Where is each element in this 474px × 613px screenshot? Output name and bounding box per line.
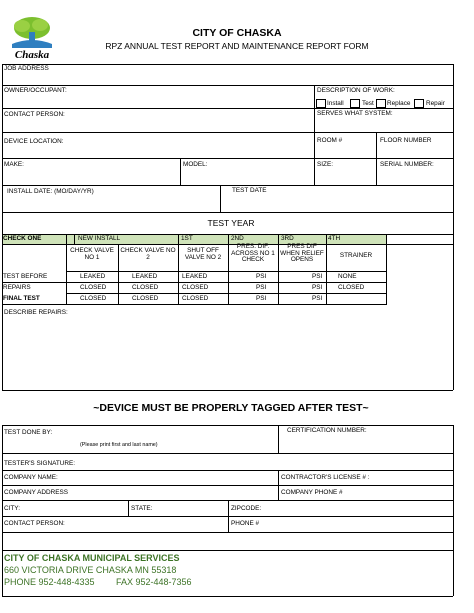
replace-checkbox[interactable] xyxy=(376,99,386,108)
state-field[interactable] xyxy=(152,502,227,515)
description-of-work-label: DESCRIPTION OF WORK: xyxy=(317,87,395,94)
cv2-closed[interactable]: CLOSED xyxy=(132,284,159,291)
header-check-valve-2: CHECK VALVE NO 2 xyxy=(120,247,176,261)
third-year-label[interactable]: 3RD xyxy=(281,235,294,242)
row-label-final-test: FINAL TEST xyxy=(3,295,40,302)
header-strainer: STRAINER xyxy=(339,252,373,259)
test-checkbox[interactable] xyxy=(350,99,360,108)
install-label: Install xyxy=(327,100,344,107)
floor-number-label: FLOOR NUMBER xyxy=(380,137,432,144)
check-one-label: CHECK ONE xyxy=(3,235,42,242)
footer-org: CITY OF CHASKA MUNICIPAL SERVICES xyxy=(4,553,180,563)
rule xyxy=(2,132,453,133)
owner-label: OWNER/OCCUPANT: xyxy=(4,87,67,94)
make-field[interactable] xyxy=(3,170,179,184)
rule xyxy=(2,185,453,186)
rule xyxy=(2,390,453,391)
rule xyxy=(228,500,229,532)
contact-person-label: CONTACT PERSON: xyxy=(4,520,65,527)
rule xyxy=(2,425,453,426)
rule xyxy=(128,500,129,516)
device-location-label: DEVICE LOCATION: xyxy=(4,138,64,145)
org-name: CITY OF CHASKA xyxy=(192,27,282,39)
contractors-license-field[interactable] xyxy=(370,472,452,484)
certification-number-field[interactable] xyxy=(279,436,452,452)
phone-field[interactable] xyxy=(264,518,452,531)
header-shut-off-valve: SHUT OFF VALVE NO 2 xyxy=(184,247,222,261)
header-check-valve-1: CHECK VALVE NO 1 xyxy=(70,247,114,261)
rule xyxy=(66,271,387,272)
rule xyxy=(178,234,179,304)
size-field[interactable] xyxy=(315,170,375,184)
company-name-field[interactable] xyxy=(60,472,277,484)
rule xyxy=(326,234,327,304)
serial-number-field[interactable] xyxy=(377,170,452,184)
row-label-repairs: REPAIRS xyxy=(3,284,31,291)
pd1-psi[interactable]: PSI xyxy=(256,295,267,302)
pd2-psi[interactable]: PSI xyxy=(312,273,323,280)
repair-label: Repair xyxy=(426,100,445,107)
pd2-psi[interactable]: PSI xyxy=(312,295,323,302)
room-label: ROOM # xyxy=(317,137,343,144)
test-date-label: TEST DATE xyxy=(232,187,267,194)
describe-repairs-field[interactable] xyxy=(3,318,453,389)
rule xyxy=(453,425,454,596)
rule xyxy=(386,234,387,304)
footer-phone: PHONE 952-448-4335 xyxy=(4,577,95,587)
cv1-closed[interactable]: CLOSED xyxy=(80,284,107,291)
test-label: Test xyxy=(362,100,374,107)
testers-signature-field[interactable] xyxy=(70,455,452,469)
cv1-leaked[interactable]: LEAKED xyxy=(80,273,106,280)
rule xyxy=(2,453,453,454)
rule xyxy=(74,234,75,244)
rule xyxy=(2,470,453,471)
device-location-field[interactable] xyxy=(3,146,313,157)
second-year-label[interactable]: 2ND xyxy=(231,235,244,242)
strainer-closed[interactable]: CLOSED xyxy=(338,284,365,291)
test-done-by-label: TEST DONE BY: xyxy=(4,429,53,436)
print-hint: (Please print first and last name) xyxy=(80,442,158,448)
rule xyxy=(2,212,453,213)
testers-signature-label: TESTER'S SIGNATURE: xyxy=(4,460,76,467)
serial-number-label: SERIAL NUMBER: xyxy=(380,161,434,168)
install-date-label: INSTALL DATE: (MO/DAY/YR) xyxy=(7,188,94,195)
install-date-field[interactable] xyxy=(3,197,219,211)
replace-label: Replace xyxy=(387,100,411,107)
contractors-license-label: CONTRACTOR'S LICENSE # : xyxy=(281,474,370,481)
phone-label: PHONE # xyxy=(231,520,260,527)
size-label: SIZE: xyxy=(317,161,333,168)
strainer-none[interactable]: NONE xyxy=(338,273,357,280)
rule xyxy=(2,108,453,109)
pd2-psi[interactable]: PSI xyxy=(312,284,323,291)
install-checkbox[interactable] xyxy=(316,99,326,108)
company-phone-field[interactable] xyxy=(350,487,452,499)
company-address-label: COMPANY ADDRESS xyxy=(4,489,69,496)
model-field[interactable] xyxy=(181,170,313,184)
job-address-field[interactable] xyxy=(3,72,453,84)
cv2-leaked[interactable]: LEAKED xyxy=(132,273,158,280)
rule xyxy=(2,158,453,159)
footer-fax: FAX 952-448-7356 xyxy=(116,577,192,587)
contact-person-label: CONTACT PERSON: xyxy=(4,111,65,118)
zipcode-label: ZIPCODE: xyxy=(231,505,262,512)
new-install-label[interactable]: NEW INSTALL xyxy=(78,235,121,242)
zipcode-field[interactable] xyxy=(264,502,452,515)
rule xyxy=(2,550,453,551)
city-label: CITY: xyxy=(4,505,20,512)
cv1-closed[interactable]: CLOSED xyxy=(80,295,107,302)
floor-number-field[interactable] xyxy=(377,146,452,157)
rule xyxy=(2,596,453,597)
form-title: RPZ ANNUAL TEST REPORT AND MAINTENANCE REPORT FORM xyxy=(105,41,369,51)
rule xyxy=(2,282,387,283)
fourth-year-label[interactable]: 4TH xyxy=(328,235,341,242)
company-name-label: COMPANY NAME: xyxy=(4,474,58,481)
job-address-label: JOB ADDRESS xyxy=(4,65,49,72)
room-field[interactable] xyxy=(315,146,375,157)
sov-leaked[interactable]: LEAKED xyxy=(182,273,208,280)
rule xyxy=(278,470,279,500)
pd1-psi[interactable]: PSI xyxy=(256,284,267,291)
rule xyxy=(2,64,453,65)
logo-text: Chaska xyxy=(14,49,50,61)
rule xyxy=(66,293,387,294)
rule xyxy=(2,304,387,305)
serves-what-system-label: SERVES WHAT SYSTEM: xyxy=(317,110,393,117)
city-field[interactable] xyxy=(22,502,127,515)
first-year-label[interactable]: 1ST xyxy=(181,235,193,242)
contact-person-field[interactable] xyxy=(72,518,227,531)
certification-number-label: CERTIFICATION NUMBER: xyxy=(287,427,367,434)
row-label-test-before: TEST BEFORE xyxy=(3,273,48,280)
cv2-closed[interactable]: CLOSED xyxy=(132,295,159,302)
rule xyxy=(2,425,3,596)
make-label: MAKE: xyxy=(4,161,24,168)
test-year-label: TEST YEAR xyxy=(207,218,255,228)
sov-closed[interactable]: CLOSED xyxy=(182,295,209,302)
pd1-psi[interactable]: PSI xyxy=(256,273,267,280)
rule xyxy=(66,234,67,304)
serves-what-system-field[interactable] xyxy=(315,119,452,131)
header-pres-dif-relief: PRES DIF WHEN RELIEF OPENS xyxy=(280,243,324,264)
repair-checkbox[interactable] xyxy=(414,99,424,108)
rule xyxy=(2,485,453,486)
rule xyxy=(2,532,453,533)
describe-repairs-label: DESCRIBE REPAIRS: xyxy=(4,309,68,316)
owner-field[interactable] xyxy=(3,95,313,107)
sov-closed[interactable]: CLOSED xyxy=(182,284,209,291)
rule xyxy=(2,85,453,86)
test-date-field[interactable] xyxy=(221,197,452,211)
tag-notice: ~DEVICE MUST BE PROPERLY TAGGED AFTER TEST~ xyxy=(93,402,369,414)
header-pres-dif-check: PRES. DIF. ACROSS NO 1 CHECK xyxy=(231,243,275,264)
company-phone-label: COMPANY PHONE # xyxy=(281,489,343,496)
contact-person-field[interactable] xyxy=(3,119,313,131)
model-label: MODEL: xyxy=(183,161,208,168)
footer-address: 660 VICTORIA DRIVE CHASKA MN 55318 xyxy=(4,565,177,575)
state-label: STATE: xyxy=(131,505,153,512)
company-address-field[interactable] xyxy=(70,487,277,499)
